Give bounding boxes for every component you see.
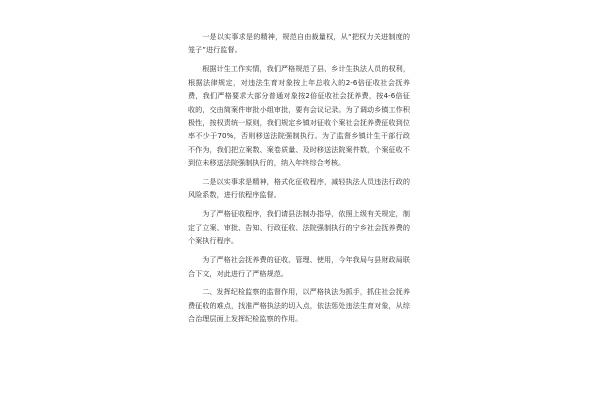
paragraph: 根据计生工作实情，我们严格规范了县、乡计生执法人员的权利，根据法律规定，对违法生育对象按上年总收入的2-6倍征收社会抚养费，我们严格要求大部分普通对象按2倍征收社会抚养费，按4-6倍征收的，交由简案件审批小组审批，要有会议记录。为了调动乡镇工作积极性，按权责统一原则，我们规定乡镇对征收个案社会抚养费征收到位率不少于70%，否则移送法院强制执行。为了监督乡镇计生干部行政不作为，我们把立案数、案卷质量、及时移送法院案件数，个案征收不到位未移送法院强制执行的，纳入年终综合考核。	[188, 64, 410, 168]
document-body	[188, 30, 410, 331]
paragraph: 一是以实事求是的精神，规范自由裁量权，从“把权力关进制度的笼子”进行监督。	[188, 32, 410, 55]
paragraph: 为了严格社会抚养费的征收、管理、使用，今年我局与县财政局联合下文，对此进行了严格规范。	[188, 255, 410, 278]
paragraph: 二、发挥纪检监察的监督作用，以严格执法为抓手，抓住社会抚养费征收的难点，找准严格执法的切入点，依法惩处违法生育对象，从综合治理层面上发挥纪检监察的作用。	[188, 287, 410, 324]
paragraph: 二是以实事求是精神，格式化征收程序，减轻执法人员违法行政的风险系数，进行依程序监督。	[188, 177, 410, 200]
paragraph: 为了严格征收程序，我们请县法制办指导，依照上级有关规定，制定了立案、审批、告知、行政征收、法院强制执行的宁乡社会抚养费的个案执行程序。	[188, 209, 410, 246]
